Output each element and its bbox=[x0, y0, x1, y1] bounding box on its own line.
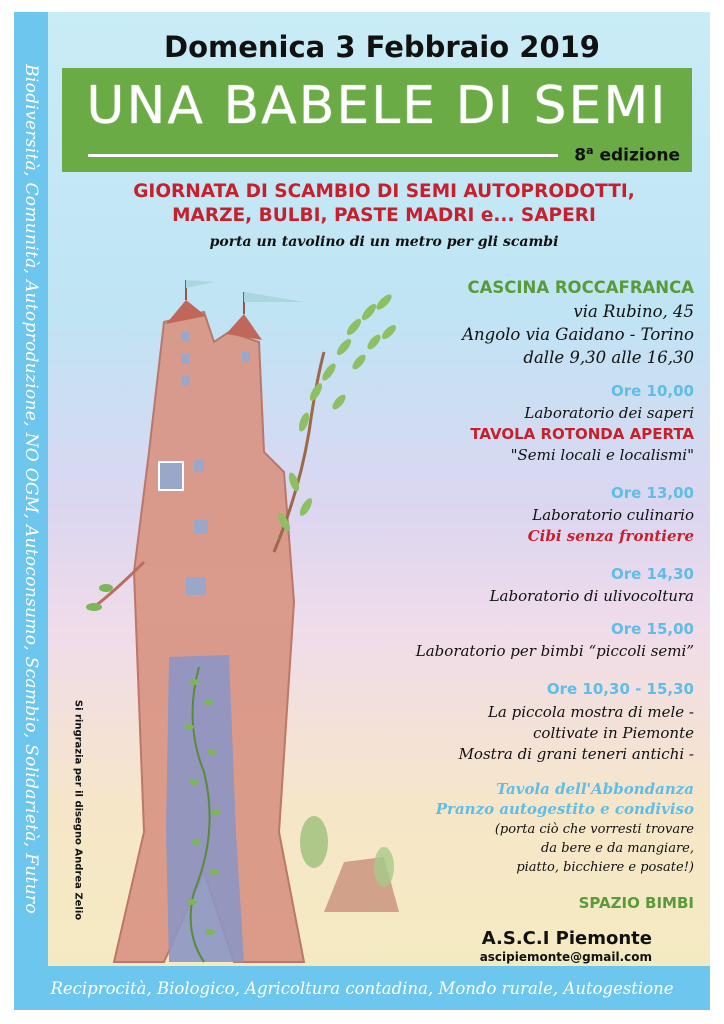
event-date: Domenica 3 Febbraio 2019 bbox=[164, 30, 600, 64]
table-note: porta un tavolino di un metro per gli scambi bbox=[209, 234, 559, 250]
schedule-time-1: Ore 10,00 bbox=[611, 382, 694, 400]
schedule-4-line-1: Laboratorio per bimbi “piccoli semi” bbox=[415, 642, 694, 660]
schedule-time-4: Ore 15,00 bbox=[611, 620, 694, 638]
schedule-time-3: Ore 14,30 bbox=[611, 565, 694, 583]
venue-address: via Rubino, 45 bbox=[573, 302, 694, 321]
schedule-1-line-2: TAVOLA ROTONDA APERTA bbox=[470, 425, 694, 443]
title-box bbox=[62, 68, 692, 172]
schedule-5-line-1: La piccola mostra di mele - bbox=[487, 703, 694, 721]
bottom-band bbox=[14, 966, 710, 1010]
bottom-band-text: Reciprocità, Biologico, Agricoltura contadina, Mondo rurale, Autogestione bbox=[50, 978, 674, 998]
schedule-5-line-2: coltivate in Piemonte bbox=[533, 724, 694, 742]
left-band bbox=[14, 12, 48, 966]
left-band-text: Biodiversità, Comunità, Autoproduzione, NO OGM, Autoconsumo, Scambio, Solidarietà, Futuro bbox=[21, 64, 41, 914]
abbondanza-subtitle: Pranzo autogestito e condiviso bbox=[435, 800, 694, 818]
venue-corner: Angolo via Gaidano - Torino bbox=[462, 325, 694, 344]
schedule-time-5: Ore 10,30 - 15,30 bbox=[546, 680, 694, 698]
schedule-3-line-1: Laboratorio di ulivocoltura bbox=[489, 587, 694, 605]
organizer-name: A.S.C.I Piemonte bbox=[481, 928, 652, 949]
venue-name: CASCINA ROCCAFRANCA bbox=[467, 278, 694, 297]
edition-sup: a bbox=[586, 144, 594, 157]
illustration-credit bbox=[68, 660, 88, 960]
abbondanza-detail-2: da bere e da mangiare, bbox=[540, 841, 694, 856]
edition-word: edizione bbox=[599, 145, 680, 166]
schedule-1-line-1: Laboratorio dei saperi bbox=[524, 404, 694, 422]
title-underline bbox=[88, 154, 558, 157]
abbondanza-detail-3: piatto, bicchiere e posate!) bbox=[516, 860, 694, 875]
edition-number: 8 bbox=[574, 145, 587, 166]
schedule-1-line-3: "Semi locali e localismi" bbox=[510, 446, 694, 464]
abbondanza-title: Tavola dell'Abbondanza bbox=[496, 780, 694, 798]
abbondanza-detail-1: (porta ciò che vorresti trovare bbox=[494, 822, 694, 837]
organizer-email[interactable]: ascipiemonte@gmail.com bbox=[479, 950, 652, 964]
credit-text: Si ringrazia per il disegno Andrea Zelio bbox=[72, 699, 84, 921]
subtitle-line-1: GIORNATA DI SCAMBIO DI SEMI AUTOPRODOTTI, bbox=[133, 181, 635, 202]
venue-hours: dalle 9,30 alle 16,30 bbox=[523, 348, 694, 367]
schedule-5-line-3: Mostra di grani teneri antichi - bbox=[458, 745, 694, 763]
spazio-bimbi: SPAZIO BIMBI bbox=[578, 894, 694, 912]
schedule-2-line-1: Laboratorio culinario bbox=[532, 506, 694, 524]
tower-illustration bbox=[54, 272, 414, 972]
subtitle bbox=[74, 180, 694, 228]
event-title: UNA BABELE DI SEMI bbox=[86, 76, 668, 136]
edition-label bbox=[574, 144, 680, 166]
subtitle-line-2: MARZE, BULBI, PASTE MADRI e... SAPERI bbox=[172, 205, 596, 226]
poster bbox=[14, 12, 710, 1010]
schedule-time-2: Ore 13,00 bbox=[611, 484, 694, 502]
schedule-2-line-2: Cibi senza frontiere bbox=[527, 527, 694, 545]
